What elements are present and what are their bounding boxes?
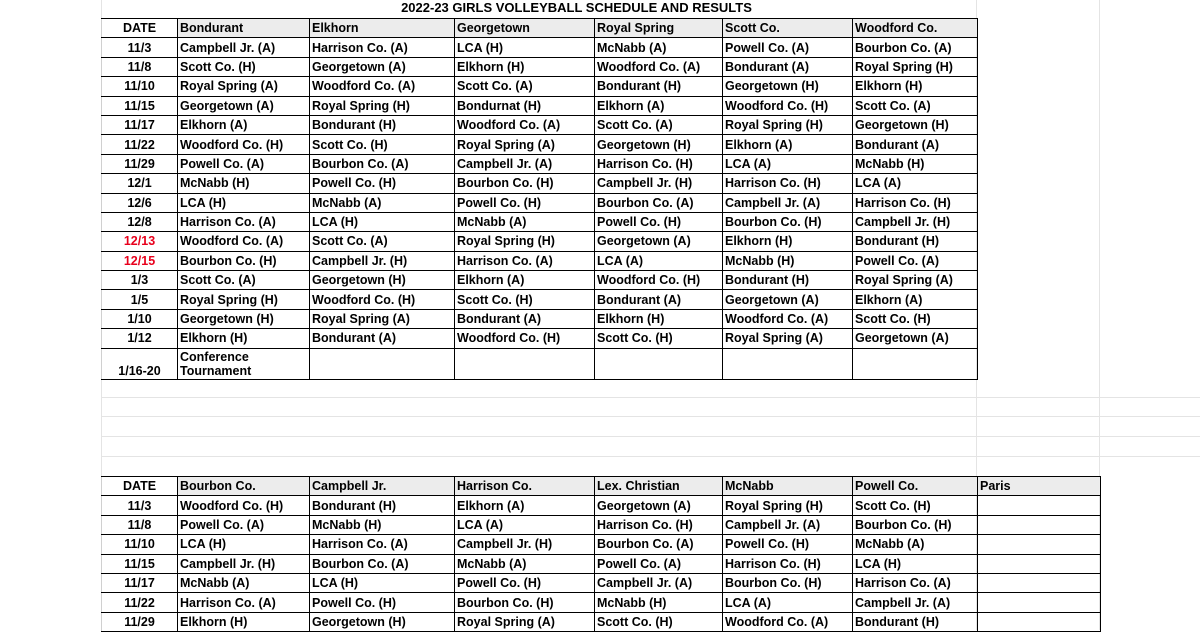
schedule-table-2 (101, 476, 1101, 632)
schedule-row (102, 593, 1101, 612)
match-cell[interactable]: Bourbon Co. (H) (723, 573, 853, 592)
date-cell[interactable]: 1/12 (102, 329, 178, 348)
gridline (101, 456, 1200, 457)
match-cell[interactable]: Bourbon Co. (A) (310, 154, 455, 173)
match-cell[interactable]: Powell Co. (A) (178, 154, 310, 173)
date-cell[interactable]: 11/15 (102, 96, 178, 115)
match-cell[interactable]: Scott Co. (A) (455, 77, 595, 96)
match-cell[interactable]: Georgetown (A) (595, 496, 723, 515)
match-cell[interactable]: Royal Spring (A) (178, 77, 310, 96)
match-cell[interactable]: Scott Co. (H) (853, 496, 978, 515)
match-cell[interactable]: Royal Spring (A) (455, 612, 595, 631)
match-cell[interactable]: Elkhorn (A) (455, 496, 595, 515)
match-cell[interactable]: McNabb (A) (455, 554, 595, 573)
team-header[interactable]: McNabb (723, 477, 853, 496)
date-cell[interactable]: 12/6 (102, 193, 178, 212)
match-cell[interactable]: Bourbon Co. (A) (595, 193, 723, 212)
empty-cell[interactable] (310, 348, 455, 379)
match-cell[interactable]: LCA (A) (595, 251, 723, 270)
match-cell[interactable]: Harrison Co. (A) (178, 212, 310, 231)
match-cell[interactable]: LCA (H) (455, 38, 595, 57)
schedule-row (102, 329, 978, 348)
schedule-row (102, 232, 978, 251)
match-cell[interactable]: Campbell Jr. (A) (723, 515, 853, 534)
match-cell[interactable]: Powell Co. (H) (310, 593, 455, 612)
match-cell[interactable]: Elkhorn (H) (178, 612, 310, 631)
match-cell[interactable]: Bondurant (A) (455, 309, 595, 328)
tournament-row (102, 348, 978, 379)
match-cell[interactable]: Woodford Co. (A) (595, 57, 723, 76)
schedule-row (102, 271, 978, 290)
match-cell[interactable]: Bourbon Co. (H) (178, 251, 310, 270)
header-row (102, 19, 978, 38)
match-cell[interactable]: Bourbon Co. (H) (853, 515, 978, 534)
match-cell[interactable]: Elkhorn (A) (595, 96, 723, 115)
match-cell[interactable]: Scott Co. (H) (310, 135, 455, 154)
schedule-row (102, 612, 1101, 631)
match-cell[interactable]: Royal Spring (A) (723, 329, 853, 348)
match-cell[interactable]: Campbell Jr. (A) (455, 154, 595, 173)
match-cell[interactable]: Campbell Jr. (H) (853, 212, 978, 231)
schedule-row (102, 38, 978, 57)
empty-cell[interactable] (455, 348, 595, 379)
team-header[interactable]: Harrison Co. (455, 477, 595, 496)
date-cell[interactable]: 12/15 (102, 251, 178, 270)
schedule-row (102, 174, 978, 193)
match-cell[interactable]: Harrison Co. (H) (595, 154, 723, 173)
team-header[interactable]: Lex. Christian (595, 477, 723, 496)
match-cell[interactable]: McNabb (H) (178, 174, 310, 193)
match-cell[interactable]: Powell Co. (H) (455, 193, 595, 212)
match-cell[interactable]: Harrison Co. (H) (723, 174, 853, 193)
match-cell[interactable]: LCA (A) (723, 154, 853, 173)
match-cell[interactable]: LCA (H) (310, 573, 455, 592)
schedule-row (102, 573, 1101, 592)
match-cell[interactable]: Elkhorn (H) (853, 77, 978, 96)
match-cell[interactable] (978, 554, 1101, 573)
match-cell[interactable]: Woodford Co. (A) (178, 232, 310, 251)
match-cell[interactable]: Harrison Co. (H) (853, 193, 978, 212)
match-cell[interactable]: Scott Co. (H) (595, 612, 723, 631)
match-cell[interactable]: Scott Co. (H) (853, 309, 978, 328)
match-cell[interactable]: Campbell Jr. (A) (853, 593, 978, 612)
match-cell[interactable]: Georgetown (A) (723, 290, 853, 309)
match-cell[interactable]: Bourbon Co. (A) (310, 554, 455, 573)
team-header[interactable]: Royal Spring (595, 19, 723, 38)
team-header[interactable]: Woodford Co. (853, 19, 978, 38)
gridline (101, 397, 1200, 398)
date-cell[interactable]: 11/10 (102, 77, 178, 96)
match-cell[interactable]: Bondurant (H) (723, 271, 853, 290)
match-cell[interactable]: Bondurant (H) (310, 496, 455, 515)
match-cell[interactable]: Powell Co. (H) (723, 535, 853, 554)
match-cell[interactable]: Elkhorn (A) (853, 290, 978, 309)
match-cell[interactable]: Powell Co. (A) (595, 554, 723, 573)
match-cell[interactable]: Campbell Jr. (H) (178, 554, 310, 573)
empty-cell[interactable] (595, 348, 723, 379)
sheet-title: 2022-23 GIRLS VOLLEYBALL SCHEDULE AND RESULTS (401, 0, 752, 15)
date-cell[interactable]: 1/16-20 (102, 348, 178, 379)
match-cell[interactable]: Bondurant (A) (853, 135, 978, 154)
match-cell[interactable]: Woodford Co. (H) (455, 329, 595, 348)
match-cell[interactable]: Bondurant (A) (595, 290, 723, 309)
schedule-row (102, 77, 978, 96)
empty-cell[interactable] (723, 348, 853, 379)
match-cell[interactable]: LCA (H) (178, 535, 310, 554)
match-cell[interactable]: McNabb (A) (455, 212, 595, 231)
match-cell[interactable]: Bondurant (H) (310, 115, 455, 134)
match-cell[interactable]: Royal Spring (H) (853, 57, 978, 76)
match-cell[interactable]: Scott Co. (A) (595, 115, 723, 134)
schedule-row (102, 535, 1101, 554)
match-cell[interactable]: Woodford Co. (H) (723, 96, 853, 115)
match-cell[interactable]: Georgetown (H) (723, 77, 853, 96)
match-cell[interactable]: Powell Co. (A) (723, 38, 853, 57)
match-cell[interactable]: Bourbon Co. (A) (853, 38, 978, 57)
date-cell[interactable]: 11/3 (102, 38, 178, 57)
match-cell[interactable]: McNabb (A) (595, 38, 723, 57)
match-cell[interactable]: Elkhorn (A) (178, 115, 310, 134)
match-cell[interactable]: Scott Co. (A) (178, 271, 310, 290)
team-header[interactable]: Bondurant (178, 19, 310, 38)
match-cell[interactable]: Scott Co. (A) (310, 232, 455, 251)
date-cell[interactable]: 11/29 (102, 154, 178, 173)
match-cell[interactable]: Campbell Jr. (A) (723, 193, 853, 212)
match-cell[interactable]: Powell Co. (A) (178, 515, 310, 534)
match-cell[interactable]: Elkhorn (H) (178, 329, 310, 348)
match-cell[interactable]: Royal Spring (H) (178, 290, 310, 309)
date-cell[interactable]: 11/8 (102, 515, 178, 534)
team-header[interactable]: Elkhorn (310, 19, 455, 38)
match-cell[interactable]: Scott Co. (H) (178, 57, 310, 76)
match-cell[interactable] (978, 535, 1101, 554)
team-header[interactable]: Paris (978, 477, 1101, 496)
match-cell[interactable]: Campbell Jr. (H) (595, 174, 723, 193)
date-cell[interactable]: 1/3 (102, 271, 178, 290)
match-cell[interactable]: Woodford Co. (A) (723, 612, 853, 631)
match-cell[interactable]: McNabb (H) (310, 515, 455, 534)
match-cell[interactable]: Georgetown (H) (310, 612, 455, 631)
match-cell[interactable]: Campbell Jr. (H) (310, 251, 455, 270)
match-cell[interactable]: LCA (H) (853, 554, 978, 573)
match-cell[interactable]: Campbell Jr. (A) (178, 38, 310, 57)
match-cell[interactable]: Campbell Jr. (A) (595, 573, 723, 592)
match-cell[interactable]: LCA (H) (178, 193, 310, 212)
match-cell[interactable]: Bondurant (H) (853, 232, 978, 251)
match-cell[interactable]: Woodford Co. (A) (310, 77, 455, 96)
match-cell[interactable]: Powell Co. (H) (595, 212, 723, 231)
date-header[interactable]: DATE (102, 477, 178, 496)
match-cell[interactable]: Harrison Co. (H) (595, 515, 723, 534)
match-cell[interactable]: Harrison Co. (A) (310, 38, 455, 57)
match-cell[interactable]: Woodford Co. (H) (595, 271, 723, 290)
match-cell[interactable]: Royal Spring (A) (455, 135, 595, 154)
gridline (101, 416, 1200, 417)
date-cell[interactable]: 1/5 (102, 290, 178, 309)
gridline (101, 436, 1200, 437)
match-cell[interactable]: Elkhorn (H) (723, 232, 853, 251)
match-cell[interactable]: Georgetown (H) (310, 271, 455, 290)
date-cell[interactable]: 11/10 (102, 535, 178, 554)
match-cell[interactable]: McNabb (A) (853, 535, 978, 554)
match-cell[interactable]: Bondurant (H) (595, 77, 723, 96)
match-cell[interactable]: LCA (A) (455, 515, 595, 534)
match-cell[interactable]: Royal Spring (H) (310, 96, 455, 115)
match-cell[interactable]: McNabb (A) (310, 193, 455, 212)
match-cell[interactable]: Powell Co. (H) (310, 174, 455, 193)
schedule-row (102, 115, 978, 134)
date-cell[interactable]: 11/17 (102, 115, 178, 134)
match-cell[interactable]: Harrison Co. (H) (723, 554, 853, 573)
match-cell[interactable]: Harrison Co. (A) (178, 593, 310, 612)
schedule-row (102, 290, 978, 309)
match-cell[interactable]: Elkhorn (H) (595, 309, 723, 328)
schedule-row (102, 251, 978, 270)
empty-cell[interactable] (853, 348, 978, 379)
match-cell[interactable]: Woodford Co. (H) (310, 290, 455, 309)
match-cell[interactable]: Bourbon Co. (H) (455, 174, 595, 193)
match-cell[interactable]: McNabb (H) (723, 251, 853, 270)
match-cell[interactable]: Harrison Co. (A) (310, 535, 455, 554)
match-cell[interactable]: Bourbon Co. (A) (595, 535, 723, 554)
match-cell[interactable]: LCA (A) (853, 174, 978, 193)
match-cell[interactable] (978, 573, 1101, 592)
match-cell[interactable]: Powell Co. (H) (455, 573, 595, 592)
date-cell[interactable]: 11/3 (102, 496, 178, 515)
team-header[interactable]: Powell Co. (853, 477, 978, 496)
match-cell[interactable]: Campbell Jr. (H) (455, 535, 595, 554)
match-cell[interactable]: Scott Co. (H) (455, 290, 595, 309)
match-cell[interactable]: Bondurant (H) (853, 612, 978, 631)
date-cell[interactable]: 11/17 (102, 573, 178, 592)
match-cell[interactable]: Royal Spring (H) (455, 232, 595, 251)
date-cell[interactable]: 12/13 (102, 232, 178, 251)
match-cell[interactable]: Woodford Co. (H) (178, 496, 310, 515)
team-header[interactable]: Scott Co. (723, 19, 853, 38)
header-row (102, 477, 1101, 496)
match-cell[interactable]: Georgetown (H) (178, 309, 310, 328)
match-cell[interactable]: Elkhorn (A) (723, 135, 853, 154)
schedule-row (102, 154, 978, 173)
match-cell[interactable]: Bondurant (A) (310, 329, 455, 348)
schedule-row (102, 193, 978, 212)
date-cell[interactable]: 1/10 (102, 309, 178, 328)
match-cell[interactable]: Georgetown (A) (853, 329, 978, 348)
match-cell[interactable]: Royal Spring (A) (310, 309, 455, 328)
match-cell[interactable]: Scott Co. (A) (853, 96, 978, 115)
schedule-row (102, 57, 978, 76)
date-cell[interactable]: 11/15 (102, 554, 178, 573)
schedule-row (102, 515, 1101, 534)
match-cell[interactable]: Elkhorn (H) (455, 57, 595, 76)
match-cell[interactable]: Georgetown (A) (178, 96, 310, 115)
match-cell[interactable]: Woodford Co. (H) (178, 135, 310, 154)
match-cell[interactable]: McNabb (A) (178, 573, 310, 592)
match-cell[interactable]: Royal Spring (A) (853, 271, 978, 290)
match-cell[interactable]: Scott Co. (H) (595, 329, 723, 348)
match-cell[interactable] (978, 496, 1101, 515)
team-header[interactable]: Bourbon Co. (178, 477, 310, 496)
match-cell[interactable]: McNabb (H) (595, 593, 723, 612)
match-cell[interactable]: Harrison Co. (A) (853, 573, 978, 592)
match-cell[interactable]: Royal Spring (H) (723, 115, 853, 134)
match-cell[interactable]: Georgetown (A) (595, 232, 723, 251)
match-cell[interactable]: McNabb (H) (853, 154, 978, 173)
date-cell[interactable]: 11/22 (102, 593, 178, 612)
match-cell[interactable]: Harrison Co. (A) (455, 251, 595, 270)
date-header[interactable]: DATE (102, 19, 178, 38)
match-cell[interactable] (978, 593, 1101, 612)
date-cell[interactable]: 11/8 (102, 57, 178, 76)
match-cell[interactable]: Georgetown (H) (595, 135, 723, 154)
schedule-row (102, 496, 1101, 515)
schedule-row (102, 135, 978, 154)
match-cell[interactable]: Georgetown (A) (310, 57, 455, 76)
date-cell[interactable]: 12/8 (102, 212, 178, 231)
match-cell[interactable]: Georgetown (H) (853, 115, 978, 134)
team-header[interactable]: Campbell Jr. (310, 477, 455, 496)
match-cell[interactable]: Powell Co. (A) (853, 251, 978, 270)
match-cell[interactable]: Bondurnat (H) (455, 96, 595, 115)
match-cell[interactable]: Elkhorn (A) (455, 271, 595, 290)
tournament-cell[interactable]: Conference Tournament (178, 348, 310, 379)
match-cell[interactable]: Woodford Co. (A) (455, 115, 595, 134)
match-cell[interactable] (978, 515, 1101, 534)
schedule-table-1 (101, 18, 978, 380)
schedule-row (102, 309, 978, 328)
schedule-row (102, 96, 978, 115)
match-cell[interactable]: Bondurant (A) (723, 57, 853, 76)
team-header[interactable]: Georgetown (455, 19, 595, 38)
match-cell[interactable]: Royal Spring (H) (723, 496, 853, 515)
match-cell[interactable]: LCA (H) (310, 212, 455, 231)
match-cell[interactable]: LCA (A) (723, 593, 853, 612)
match-cell[interactable]: Bourbon Co. (H) (455, 593, 595, 612)
match-cell[interactable]: Bourbon Co. (H) (723, 212, 853, 231)
date-cell[interactable]: 11/29 (102, 612, 178, 631)
match-cell[interactable] (978, 612, 1101, 631)
match-cell[interactable]: Woodford Co. (A) (723, 309, 853, 328)
date-cell[interactable]: 12/1 (102, 174, 178, 193)
schedule-row (102, 212, 978, 231)
date-cell[interactable]: 11/22 (102, 135, 178, 154)
schedule-row (102, 554, 1101, 573)
